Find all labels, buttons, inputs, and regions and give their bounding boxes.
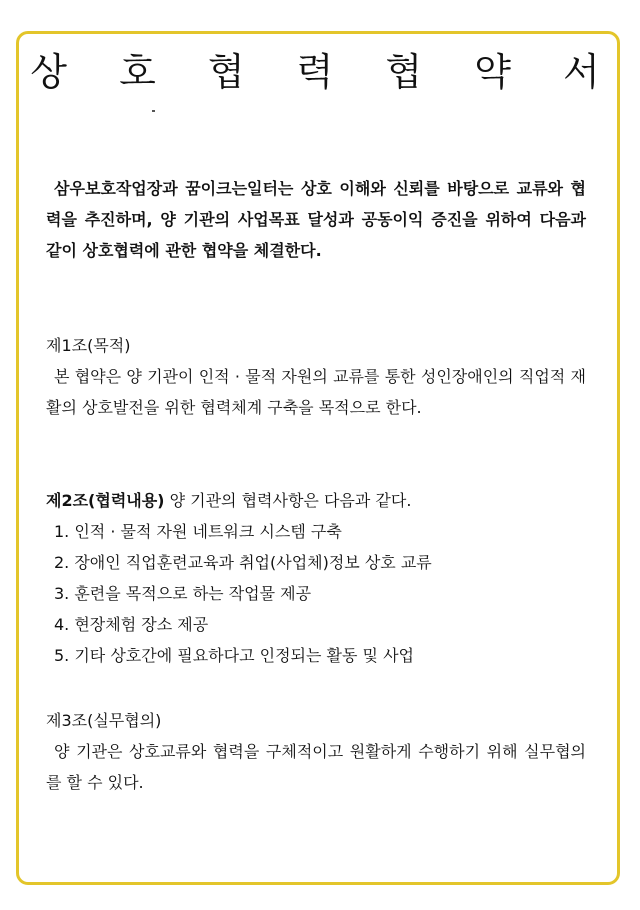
article-2-heading-suffix: 양 기관의 협력사항은 다음과 같다. <box>164 491 412 510</box>
article-2 <box>46 485 586 671</box>
list-item: 4. 현장체험 장소 제공 <box>54 615 209 634</box>
list-item: 3. 훈련을 목적으로 하는 작업물 제공 <box>54 584 312 603</box>
list-item: 2. 장애인 직업훈련교육과 취업(사업체)정보 상호 교류 <box>54 553 432 572</box>
article-3 <box>46 705 586 798</box>
intro-paragraph: 삼우보호작업장과 꿈이크는일터는 상호 이해와 신뢰를 바탕으로 교류와 협력을 추진하며, 양 기관의 사업목표 달성과 공동이익 증진을 위하여 다음과 같이 상호협력에 관한 협약을 체결한다. <box>46 179 586 260</box>
article-1-body: 본 협약은 양 기관이 인적 · 물적 자원의 교류를 통한 성인장애인의 직업적 재활의 상호발전을 위한 협력체계 구축을 목적으로 한다. <box>46 367 586 417</box>
intro-section <box>46 173 586 266</box>
article-1-heading: 제1조(목적) <box>46 336 131 355</box>
list-item: 5. 기타 상호간에 필요하다고 인정되는 활동 및 사업 <box>54 646 414 665</box>
decorative-dot <box>152 110 155 112</box>
article-2-heading-line <box>46 485 586 516</box>
article-2-list <box>46 516 586 671</box>
article-1 <box>46 330 586 423</box>
article-3-heading: 제3조(실무협의) <box>46 711 162 730</box>
article-3-body: 양 기관은 상호교류와 협력을 구체적이고 원활하게 수행하기 위해 실무협의를 할 수 있다. <box>46 742 586 792</box>
article-2-heading: 제2조(협력내용) <box>46 491 165 510</box>
document-title: 상 호 협 력 협 약 서 <box>30 50 620 94</box>
list-item: 1. 인적 · 물적 자원 네트워크 시스템 구축 <box>54 522 342 541</box>
